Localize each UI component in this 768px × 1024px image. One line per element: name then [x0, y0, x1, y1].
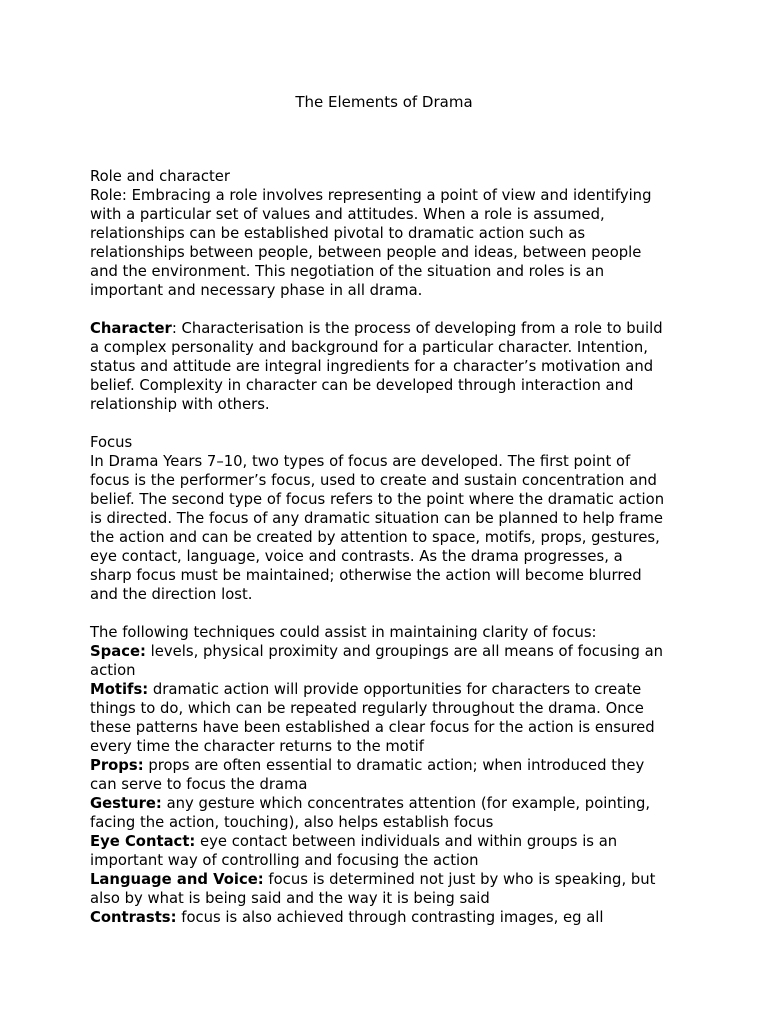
eye-contact-continuation: important way of controlling and focusing the action [90, 852, 479, 869]
focus-line: eye contact, language, voice and contrasts. As the drama progresses, a [90, 548, 623, 565]
role-line: relationships between people, between people and ideas, between people [90, 244, 642, 261]
role-and-character-heading: Role and character [90, 168, 230, 185]
gesture-continuation: facing the action, touching), also helps establish focus [90, 814, 494, 831]
role-line: with a particular set of values and attitudes. When a role is assumed, [90, 206, 605, 223]
techniques-intro: The following techniques could assist in maintaining clarity of focus: [90, 624, 597, 641]
character-line: a complex personality and background for a particular character. Intention, [90, 339, 648, 356]
character-paragraph-first-line [90, 319, 690, 338]
focus-line: is directed. The focus of any dramatic situation can be planned to help frame [90, 510, 664, 527]
motifs-continuation: every time the character returns to the motif [90, 738, 424, 755]
character-line: relationship with others. [90, 396, 270, 413]
eye-contact-term: Eye Contact: [90, 833, 196, 850]
language-voice-continuation: also by what is being said and the way it is being said [90, 890, 490, 907]
focus-line: In Drama Years 7–10, two types of focus are developed. The first point of [90, 453, 631, 470]
space-term: Space: [90, 643, 146, 660]
role-line: relationships can be established pivotal to dramatic action such as [90, 225, 586, 242]
role-line: Role: Embracing a role involves representing a point of view and identifying [90, 187, 652, 204]
motifs-continuation: these patterns have been established a clear focus for the action is ensured [90, 719, 655, 736]
motifs-text: dramatic action will provide opportunities for characters to create [148, 681, 642, 698]
document-title: The Elements of Drama [295, 93, 473, 111]
language-voice-term: Language and Voice: [90, 871, 264, 888]
motifs-item [90, 680, 690, 699]
gesture-text: any gesture which concentrates attention (for example, pointing, [161, 795, 651, 812]
contrasts-text: focus is also achieved through contrasting images, eg all [176, 909, 604, 926]
focus-line: focus is the performer’s focus, used to create and sustain concentration and [90, 472, 657, 489]
motifs-continuation: things to do, which can be repeated regularly throughout the drama. Once [90, 700, 644, 717]
space-text: levels, physical proximity and groupings are all means of focusing an [145, 643, 664, 660]
role-line: and the environment. This negotiation of the situation and roles is an [90, 263, 605, 280]
contrasts-term: Contrasts: [90, 909, 177, 926]
language-voice-item [90, 870, 690, 889]
character-first-line-text: : Characterisation is the process of developing from a role to build [171, 320, 663, 337]
focus-line: sharp focus must be maintained; otherwise the action will become blurred [90, 567, 642, 584]
focus-line: and the direction lost. [90, 586, 253, 603]
gesture-term: Gesture: [90, 795, 162, 812]
space-item [90, 642, 690, 661]
language-voice-text: focus is determined not just by who is speaking, but [263, 871, 656, 888]
props-item [90, 756, 690, 775]
character-term: Character [90, 320, 172, 337]
character-line: status and attitude are integral ingredients for a character’s motivation and [90, 358, 654, 375]
focus-line: belief. The second type of focus refers to the point where the dramatic action [90, 491, 665, 508]
props-text: props are often essential to dramatic action; when introduced they [143, 757, 645, 774]
space-continuation: action [90, 662, 136, 679]
eye-contact-item [90, 832, 690, 851]
motifs-term: Motifs: [90, 681, 149, 698]
gesture-item [90, 794, 690, 813]
props-continuation: can serve to focus the drama [90, 776, 308, 793]
focus-heading: Focus [90, 434, 133, 451]
character-line: belief. Complexity in character can be developed through interaction and [90, 377, 634, 394]
contrasts-item [90, 908, 690, 927]
eye-contact-text: eye contact between individuals and within groups is an [195, 833, 618, 850]
document-body [90, 167, 690, 927]
props-term: Props: [90, 757, 144, 774]
focus-line: the action and can be created by attention to space, motifs, props, gestures, [90, 529, 660, 546]
role-line: important and necessary phase in all drama. [90, 282, 423, 299]
